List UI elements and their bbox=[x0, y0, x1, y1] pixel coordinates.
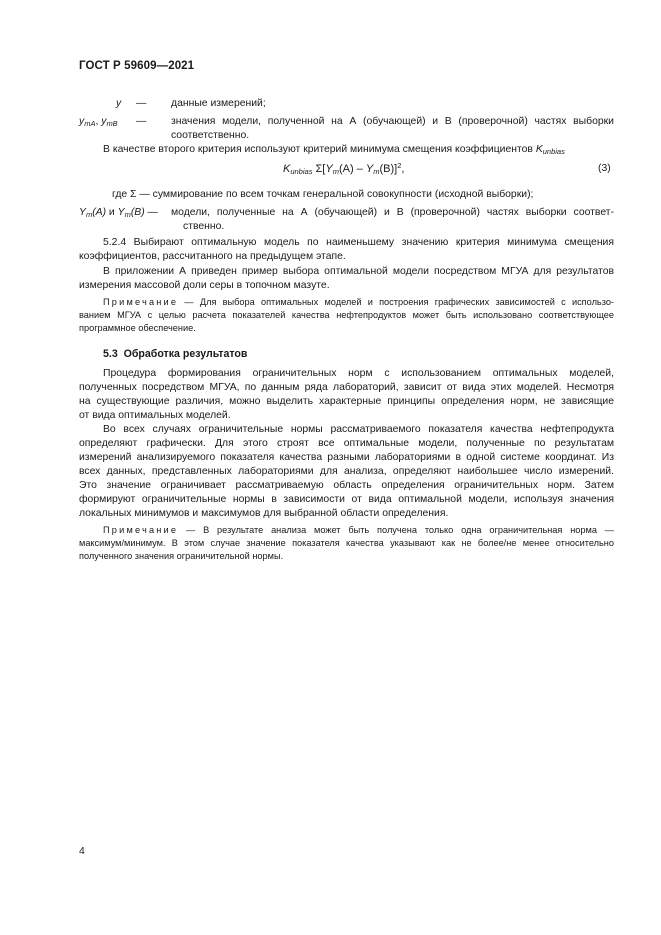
document-header: ГОСТ Р 59609—2021 bbox=[79, 60, 195, 72]
paragraph-appendix: В приложении А приведен пример выбора оптимальной модели посредством МГУА для результатов bbox=[103, 266, 614, 277]
paragraph-5-3b: определяют графически. Для этого строят все оптимальные модели, полученные по результатам bbox=[79, 438, 614, 449]
legend-symbol-Ym: $Y_m(A)$ и $Y_m(B)$ — bbox=[79, 207, 158, 219]
section-heading: 5.3 Обработка результатов bbox=[103, 348, 248, 360]
paragraph-5-2-4-cont: коэффициентов, рассчитанного на предыдущем этапе. bbox=[79, 251, 346, 262]
note-2-cont: максимум/минимум. В этом случае значение показателя качества указывают как не более/не менее относительно bbox=[79, 538, 614, 548]
paragraph-criterion: В качестве второго критерия используют критерий минимума смещения коэффициентов $K_{unbias}$ bbox=[103, 144, 565, 156]
note-1-cont: программное обеспечение. bbox=[79, 323, 196, 333]
note-2: Примечание — В результате анализа может быть получена только одна ограничительная норма — bbox=[103, 525, 614, 535]
paragraph-appendix-cont: измерения массовой доли серы в топочном мазуте. bbox=[79, 280, 330, 291]
legend-sum: где Σ — суммирование по всем точкам генеральной совокупности (исходной выборки); bbox=[112, 189, 534, 200]
paragraph-5-3b: Это значение ограничивает рассматриваемую область определения ограничительных норм. Затем bbox=[79, 480, 614, 491]
paragraph-5-2-4: 5.2.4 Выбирают оптимальную модель по наименьшему значению критерия минимума смещения bbox=[103, 237, 614, 248]
legend-text: данные измерений; bbox=[171, 98, 266, 109]
legend-text: модели, полученные на А (обучающей) и В (проверочной) частях выборки соответ- bbox=[171, 207, 614, 218]
formula-3: $K_{unbias}$ $\Sigma[Y_m(A) - Y_m(B)]^2$, bbox=[283, 161, 405, 176]
legend-text: соответственно. bbox=[171, 130, 250, 141]
legend-symbol-ymA-ymB: $y_{mA}$, $y_{mB}$ bbox=[79, 116, 118, 128]
paragraph-5-3a: полученных посредством МГУА, по данным ряда лабораторий, зависит от вида этих моделей. Несмотря bbox=[79, 382, 614, 393]
legend-text: ственно. bbox=[183, 221, 225, 232]
page-number: 4 bbox=[79, 846, 85, 857]
note-2-cont: полученного значения ограничительной нормы. bbox=[79, 551, 284, 561]
paragraph-5-3b: измерений анализируемого показателя качества разными лабораториями в одной системе координат. Из bbox=[79, 452, 614, 463]
formula-number: (3) bbox=[598, 163, 611, 174]
legend-dash: — bbox=[136, 116, 147, 127]
paragraph-5-3a: от вида оптимальных моделей. bbox=[79, 410, 231, 421]
legend-symbol-y: y bbox=[116, 98, 122, 109]
legend-dash: — bbox=[136, 98, 147, 109]
note-1: Примечание — Для выбора оптимальных моделей и построения графических зависимостей с использо- bbox=[103, 297, 614, 307]
paragraph-5-3a: на существующие различия, можно выделить характерные принципы определения норм, не зависящие bbox=[79, 396, 614, 407]
paragraph-5-3b: формируют ограничительные нормы в зависимости от вида оптимальной модели, используя значения bbox=[79, 494, 614, 505]
note-1-cont: ванием МГУА с целью расчета показателей качества нефтепродуктов может быть использовано соответствующее bbox=[79, 310, 614, 320]
legend-text: значения модели, полученной на А (обучающей) и В (проверочной) частях выборки bbox=[171, 116, 614, 127]
paragraph-5-3b: всех данных, представленных лабораториями для анализа, определяют наибольшее число измерений. bbox=[79, 466, 614, 477]
paragraph-5-3a: Процедура формирования ограничительных норм с использованием оптимальных моделей, bbox=[103, 368, 614, 379]
paragraph-5-3b: локальных минимумов и максимумов для выбранной области определения. bbox=[79, 508, 449, 519]
paragraph-5-3b: Во всех случаях ограничительные нормы рассматриваемого показателя качества нефтепродукта bbox=[103, 424, 614, 435]
